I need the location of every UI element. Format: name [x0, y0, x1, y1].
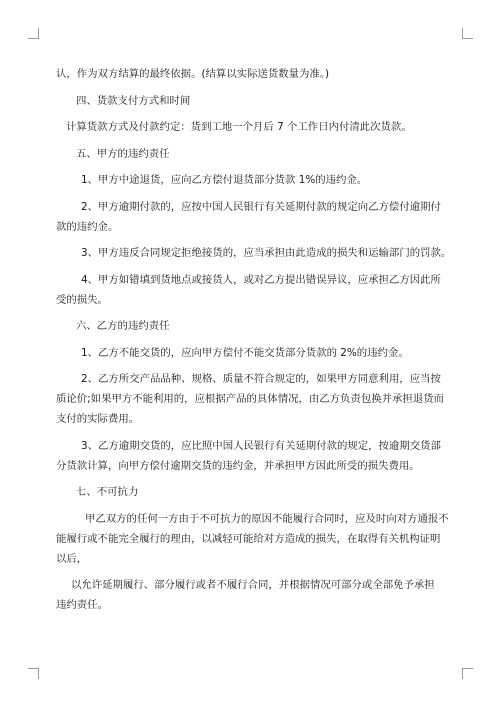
section-heading-party-b-liability: 六、乙方的违约责任 [76, 320, 170, 332]
clause-a-4: 4、甲方如错填到货地点或接货人，或对乙方提出错误异议，应承担乙方因此所 [81, 273, 441, 286]
clause-b-2: 2、乙方所交产品品种、规格、质量不符合规定的，如果甲方同意利用，应当按 [81, 373, 441, 385]
clause-b-3-continued: 分货款计算，向甲方偿付逾期交货的违约金，并承担甲方因此所受的损失费用。 [56, 459, 420, 472]
clause-b-1: 1、乙方不能交货的，应向甲方偿付不能交货部分货款的 2%的违约金。 [81, 346, 409, 359]
clause-a-3: 3、甲方违反合同规定拒绝接货的，应当承担由此造成的损失和运输部门的罚款。 [81, 247, 452, 259]
section-heading-force-majeure: 七、不可抗力 [76, 486, 139, 498]
section-heading-party-a-liability: 五、甲方的违约责任 [76, 147, 170, 160]
crop-mark-bottom-left [28, 668, 39, 679]
crop-mark-bottom-right [462, 668, 473, 679]
paragraph-payment-terms: 计算货款方式及付款约定：货到工地一个月后 7 个工作日内付清此次货款。 [66, 121, 412, 133]
clause-b-3: 3、乙方逾期交货的，应比照中国人民银行有关延期付款的规定，按逾期交货部 [81, 439, 441, 452]
clause-a-1: 1、甲方中途退货，应向乙方偿付退货部分货款 1%的违约金。 [81, 174, 368, 186]
clause-a-4-continued: 受的损失。 [56, 293, 108, 306]
section-heading-payment: 四、货款支付方式和时间 [76, 94, 191, 107]
paragraph-force-majeure-relief-continued: 违约责任。 [56, 599, 108, 611]
crop-mark-top-right [462, 28, 473, 39]
paragraph-force-majeure-relief: 以允许延期履行、部分履行或者不履行合同，并根据情况可部分或全部免予承担 [71, 579, 435, 591]
paragraph-force-majeure-continued-2: 以后， [56, 552, 88, 565]
paragraph-force-majeure: 甲乙双方的任何一方由于不可抗力的原因不能履行合同时，应及时向对方通报不 [85, 512, 449, 525]
clause-b-2-continued: 质论价;如果甲方不能利用的，应根据产品的具体情况，由乙方负责包换并承担退货而 [56, 393, 444, 405]
clause-a-2: 2、甲方逾期付款的，应按中国人民银行有关延期付款的规定向乙方偿付逾期付 [81, 200, 441, 213]
crop-mark-top-left [28, 28, 39, 39]
paragraph-line-settlement-basis: 认，作为双方结算的最终依据。(结算以实际送货数量为准。) [56, 68, 330, 80]
clause-a-2-continued: 款的违约金。 [56, 220, 119, 233]
paragraph-force-majeure-continued: 能履行或不能完全履行的理由，以减轻可能给对方造成的损失，在取得有关机构证明 [56, 532, 441, 545]
document-page [56, 66, 452, 624]
clause-b-2-continued-2: 支付的实际费用。 [56, 413, 140, 425]
